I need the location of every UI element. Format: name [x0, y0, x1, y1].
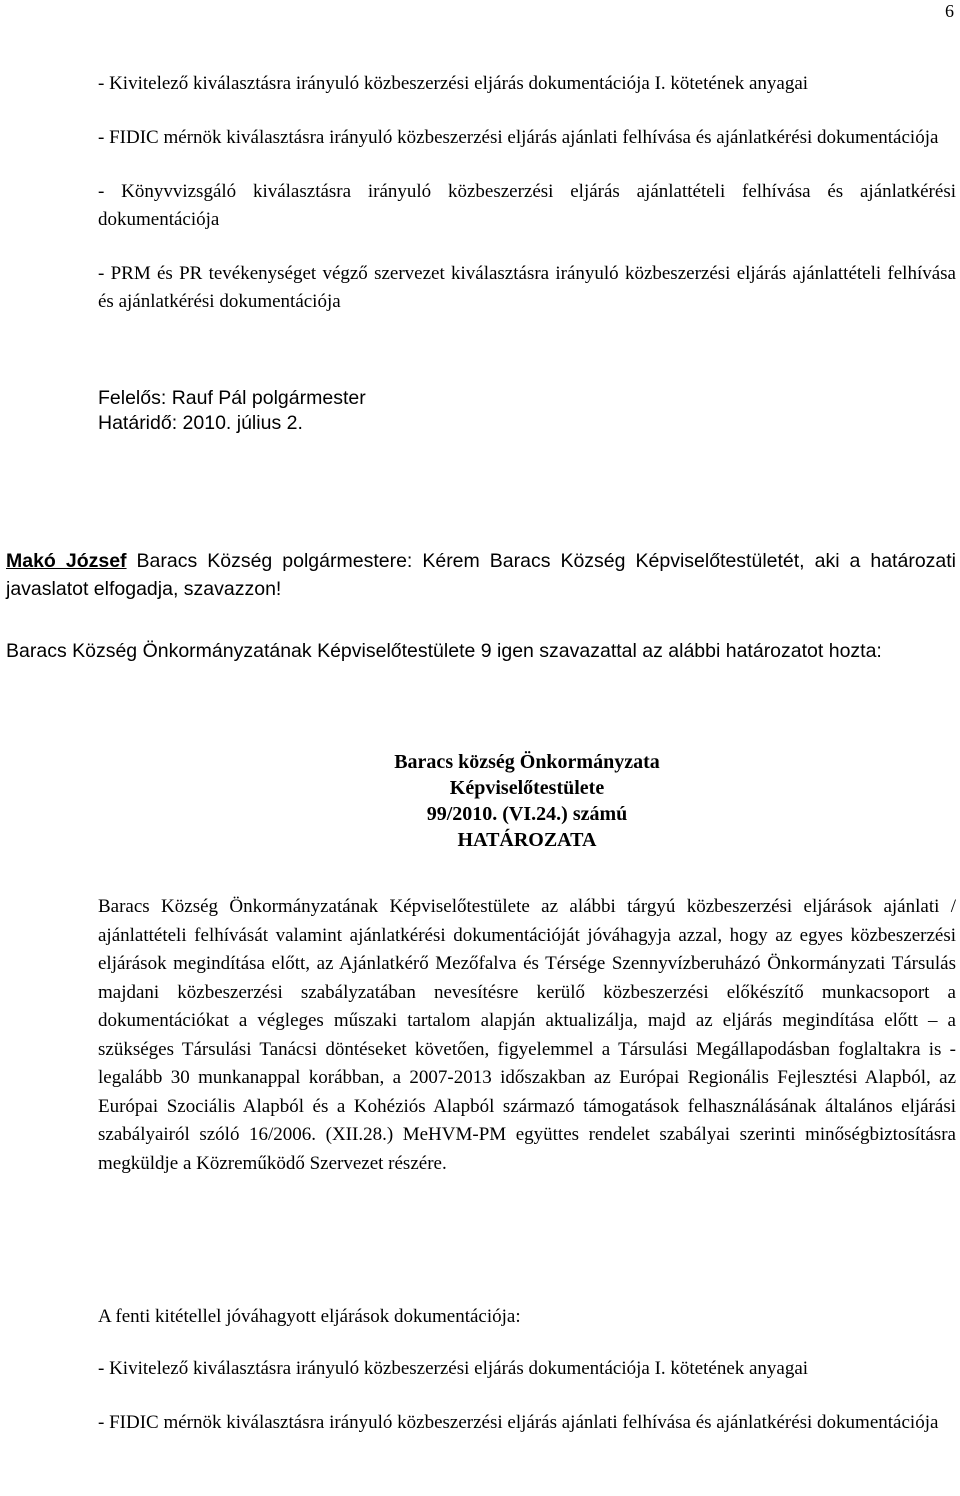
responsible-line: Felelős: Rauf Pál polgármester [98, 387, 366, 409]
decision-body: Baracs Község Önkormányzatának Képviselőtestülete az alábbi tárgyú közbeszerzési eljárások ajánlati / ajánlattételi felhívását valamint ajánlatkérési dokumentációját jóváhagyja azzal, hogy az egyes közbeszerzési eljárások megindítása előtt, az Ajánlatkérő Mezőfalva és Térsége Szennyvízberuházó Önkormányzati Társulás majdani közbeszerzési szabályzatában nevesítésre kerülő közbeszerzési előkészítő munkacsoport a dokumentációkat a végleges műszaki tartalom alapján aktualizálja, majd az eljárás megindítása előtt – a szükséges Társulási Tanácsi döntéseket követően, figyelemmel a Társulási Megállapodásban foglaltakra is - legalább 30 munkanappal korábban, a 2007-2013 időszakban az Európai Regionális Fejlesztési Alapból, az Európai Szociális Alapból és a Kohéziós Alapból származó támogatások felhasználásának általános eljárási szabályairól szóló 16/2006. (XII.28.) MeHVM-PM együttes rendelet szabályai szerinti minőségbiztosításra megküldje a Közreműködő Szervezet részére. [98, 896, 956, 1174]
procurement-list-bottom [98, 1355, 956, 1463]
list-item: - Kivitelező kiválasztásra irányuló közbeszerzési eljárás dokumentációja I. kötetének anyagai [98, 1358, 809, 1379]
vote-result: Baracs Község Önkormányzatának Képviselőtestülete 9 igen szavazattal az alábbi határozatot hozta: [6, 640, 882, 662]
decision-label: HATÁROZATA [457, 829, 597, 851]
speech-text: Baracs Község polgármestere: Kérem Baracs Község Képviselőtestületét, aki a határozati javaslatot elfogadja, szavazzon! [6, 550, 957, 600]
page-number: 6 [945, 1, 954, 21]
deadline-line: Határidő: 2010. július 2. [98, 412, 303, 434]
decision-header [98, 749, 956, 853]
speaker-name: Makó József [6, 550, 127, 572]
approved-heading: A fenti kitétellel jóváhagyott eljárások dokumentációja: [98, 1306, 521, 1327]
decision-header-line: Baracs község Önkormányzata [394, 751, 660, 773]
speech-paragraph [6, 547, 956, 603]
decision-number: 99/2010. (VI.24.) számú [426, 803, 628, 825]
list-item: - Kivitelező kiválasztásra irányuló közbeszerzési eljárás dokumentációja I. kötetének anyagai [98, 73, 809, 94]
list-item: - Könyvvizsgáló kiválasztásra irányuló közbeszerzési eljárás ajánlattételi felhívása és ajánlatkérési dokumentációja [98, 181, 956, 230]
decision-header-line: Képviselőtestülete [449, 777, 605, 799]
list-item: - FIDIC mérnök kiválasztásra irányuló közbeszerzési eljárás ajánlati felhívása és ajánlatkérési dokumentációja [98, 127, 939, 148]
list-item: - FIDIC mérnök kiválasztásra irányuló közbeszerzési eljárás ajánlati felhívása és ajánlatkérési dokumentációja [98, 1412, 939, 1433]
list-item: - PRM és PR tevékenységet végző szervezet kiválasztásra irányuló közbeszerzési eljárás ajánlattételi felhívása és ajánlatkérési dokumentációja [98, 263, 956, 312]
procurement-list-top [98, 70, 956, 436]
